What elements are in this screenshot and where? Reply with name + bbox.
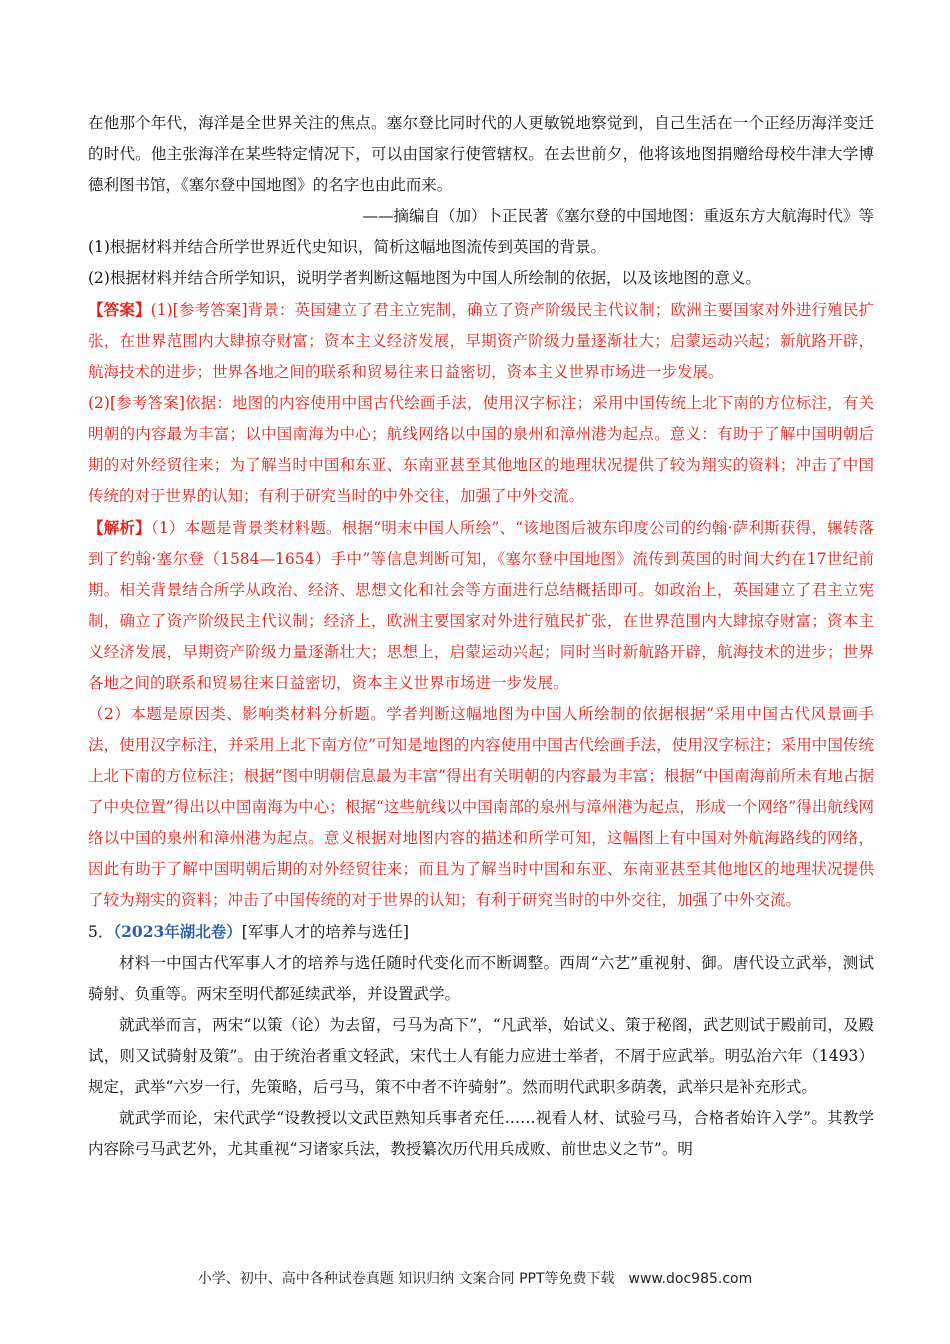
analysis-2: （2）本题是原因类、影响类材料分析题。学者判断这幅地图为中国人所绘制的依据根据“采用中国古代风景画手法，使用汉字标注，并采用上北下南方位”可知是地图的内容使用中国古代绘画手法，使用汉字标注；采用中国传统上北下南的方位标注；根据“图中明朝信息最为丰富”得出有关明朝的内容最为丰富；根据“中国南海前所未有地占据了中央位置”得出以中国南海为中心；根据“这些航线以中国南部的泉州与漳州港为起点，形成一个网络”得出航线网络以中国的泉州和漳州港为起点。意义根据对地图内容的描述和所学可知，这幅图上有中国对外航海路线的网络，因此有助于了解中国明朝后期的对外经贸往来；而且为了解当时中国和东亚、东南亚甚至其他地区的地理状况提供了较为翔实的资料；冲击了中国传统的对于世界的认知；有利于研究当时的中外交往，加强了中外交流。	[88, 705, 874, 909]
material-1-paragraph-3: 就武学而论，宋代武学“设教授以文武臣熟知兵事者充任……视看人材、试验弓马，合格者始许入学”。其教学内容除弓马武艺外，尤其重视“习诸家兵法，教授纂次历代用兵成败、前世忠义之节”。明	[88, 1109, 874, 1158]
footer-text: 小学、初中、高中各种试卷真题 知识归纳 文案合同 PPT等免费下载	[197, 1271, 615, 1287]
question-5-number: 5．	[88, 923, 114, 941]
answer-tag: 【答案】	[88, 300, 151, 319]
document-page	[88, 108, 874, 1165]
analysis-tag: 【解析】	[88, 518, 151, 537]
analysis-1-text: （1）本题是背景类材料题。根据“明末中国人所绘”、“该地图后被东印度公司的约翰·萨利斯获得，辗转落到了约翰·塞尔登（1584—1654）手中”等信息判断可知，《塞尔登中国地图》流传到英国的时间大约在17世纪前期。相关背景结合所学从政治、经济、思想文化和社会等方面进行总结概括即可。如政治上，英国建立了君主立宪制，确立了资产阶级民主代议制；经济上，欧洲主要国家对外进行殖民扩张，在世界范围内大肆掠夺财富；资本主义经济发展，早期资产阶级力量逐渐壮大；思想上，启蒙运动兴起；同时当时新航路开辟，航海技术的进步；世界各地之间的联系和贸易往来日益密切，资本主义世界市场进一步发展。	[88, 519, 874, 692]
analysis-1	[88, 512, 874, 699]
question-5-header	[88, 916, 874, 948]
answer-2: (2)[参考答案]依据：地图的内容使用中国古代绘画手法，使用汉字标注；采用中国传统上北下南的方位标注，有关明朝的内容最为丰富；以中国南海为中心；航线网络以中国的泉州和漳州港为起点。意义：有助于了解中国明朝后期的对外经贸往来；为了解当时中国和东亚、东南亚甚至其他地区的地理状况提供了较为翔实的资料；冲击了中国传统的对于世界的认知；有利于研究当时的中外交往，加强了中外交流。	[88, 394, 874, 505]
question-1: (1)根据材料并结合所学世界近代史知识，简析这幅地图流传到英国的背景。	[88, 238, 606, 256]
question-5-topic: [军事人才的培养与选任]	[241, 923, 409, 941]
material-paragraph: 在他那个年代，海洋是全世界关注的焦点。塞尔登比同时代的人更敏锐地察觉到，自己生活在一个正经历海洋变迁的时代。他主张海洋在某些特定情况下，可以由国家行使管辖权。在去世前夕，他将该地图捐赠给母校牛津大学博德利图书馆，《塞尔登中国地图》的名字也由此而来。	[88, 114, 874, 194]
material-source: ——摘编自（加）卜正民著《塞尔登的中国地图：重返东方大航海时代》等	[362, 207, 874, 225]
page-footer	[0, 1268, 950, 1288]
answer-1-text: (1)[参考答案]背景：英国建立了君主立宪制，确立了资产阶级民主代议制；欧洲主要国家对外进行殖民扩张，在世界范围内大肆掠夺财富；资本主义经济发展，早期资产阶级力量逐渐壮大；启蒙运动兴起；新航路开辟，航海技术的进步；世界各地之间的联系和贸易往来日益密切，资本主义世界市场进一步发展。	[88, 301, 874, 381]
material-1-paragraph-1: 材料一中国古代军事人才的培养与选任随时代变化而不断调整。西周“六艺”重视射、御。唐代设立武举，测试骑射、负重等。两宋至明代都延续武举，并设置武学。	[88, 954, 874, 1003]
answer-1	[88, 294, 874, 388]
question-2: (2)根据材料并结合所学知识，说明学者判断这幅地图为中国人所绘制的依据，以及该地图的意义。	[88, 269, 761, 287]
material-1-paragraph-2: 就武举而言，两宋“以策（论）为去留，弓马为高下”，“凡武举，始试义、策于秘阁，武艺则试于殿前司，及殿试，则又试骑射及策”。由于统治者重文轻武，宋代士人有能力应进士举者，不屑于应武举。明弘治六年（1493）规定，武举“六岁一行，先策略，后弓马，策不中者不许骑射”。然而明代武职多荫袭，武举只是补充形式。	[88, 1016, 874, 1096]
footer-site-link[interactable]: www.doc985.com	[628, 1271, 753, 1287]
question-5-source: （2023年湖北卷）	[113, 922, 242, 941]
